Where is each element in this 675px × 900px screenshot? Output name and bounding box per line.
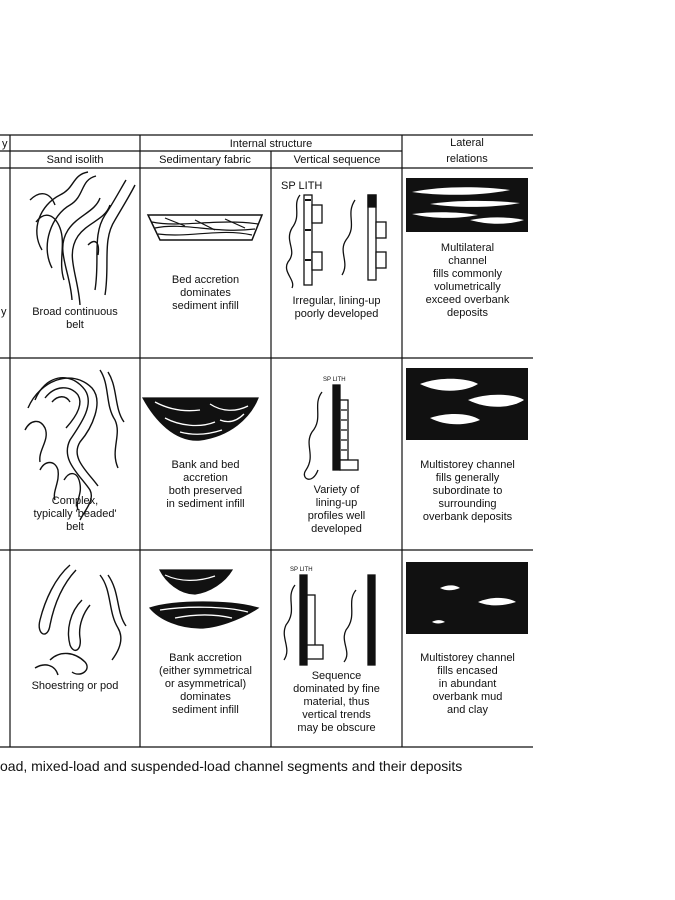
header-sedimentary-fabric: Sedimentary fabric bbox=[159, 154, 251, 166]
row1-left-partial: y bbox=[1, 306, 7, 318]
row1-sequence-text: Irregular, lining-up poorly developed bbox=[292, 295, 381, 320]
row1-vs-label: SP LITH bbox=[281, 180, 323, 192]
row1-sequence-logs bbox=[286, 195, 386, 288]
row3-fabric-sketch bbox=[150, 570, 258, 628]
figure-caption: oad, mixed-load and suspended-load channel segments and their deposits bbox=[0, 758, 463, 774]
row2-fabric-sketch bbox=[143, 398, 258, 440]
row2-sequence-text: Variety of lining-up profiles well developed bbox=[307, 484, 366, 535]
row3-sequence-logs bbox=[284, 575, 375, 665]
row3-vs-label: SP LITH bbox=[290, 567, 313, 573]
row1-lateral-panel bbox=[406, 178, 528, 232]
row1-lateral-text: Multilateral channel fills commonly volumetrically exceed overbank deposits bbox=[425, 242, 510, 319]
row3-fabric-text: Bank accretion (either symmetrical or asymmetrical) dominates sediment infill bbox=[159, 652, 252, 716]
row3-sand-isolith-text: Shoestring or pod bbox=[31, 680, 119, 692]
row3-sand-isolith-sketch bbox=[35, 565, 126, 675]
header-vertical-sequence: Vertical sequence bbox=[293, 154, 381, 166]
row3-sequence-text: Sequence dominated by fine material, thus vertical trends may be obscure bbox=[293, 670, 380, 734]
row2-vs-label: SP LITH bbox=[323, 377, 346, 383]
row2-lateral-text: Multistorey channel fills generally subordinate to surrounding overbank deposits bbox=[420, 459, 515, 523]
header-internal-structure: Internal structure bbox=[229, 138, 313, 150]
row3-lateral-panel bbox=[406, 562, 528, 634]
header-group-partial: y bbox=[2, 138, 8, 150]
row1-sand-isolith-text: Broad continuous belt bbox=[32, 306, 118, 331]
header-sand-isolith: Sand isolith bbox=[46, 154, 104, 166]
header-lateral-relations-2: relations bbox=[446, 153, 488, 165]
row1-sand-isolith-sketch bbox=[30, 172, 135, 305]
row2-fabric-text: Bank and bed accretion both preserved in sediment infill bbox=[166, 459, 245, 510]
row2-sequence-log bbox=[304, 385, 358, 479]
row2-sand-isolith-text: Complex, typically 'beaded' belt bbox=[33, 495, 117, 533]
row3-lateral-text: Multistorey channel fills encased in abundant overbank mud and clay bbox=[420, 652, 515, 716]
row2-lateral-panel bbox=[406, 368, 528, 440]
header-lateral-relations-1: Lateral bbox=[450, 137, 484, 149]
row1-fabric-text: Bed accretion dominates sediment infill bbox=[171, 274, 240, 312]
row1-fabric-sketch bbox=[148, 215, 262, 240]
